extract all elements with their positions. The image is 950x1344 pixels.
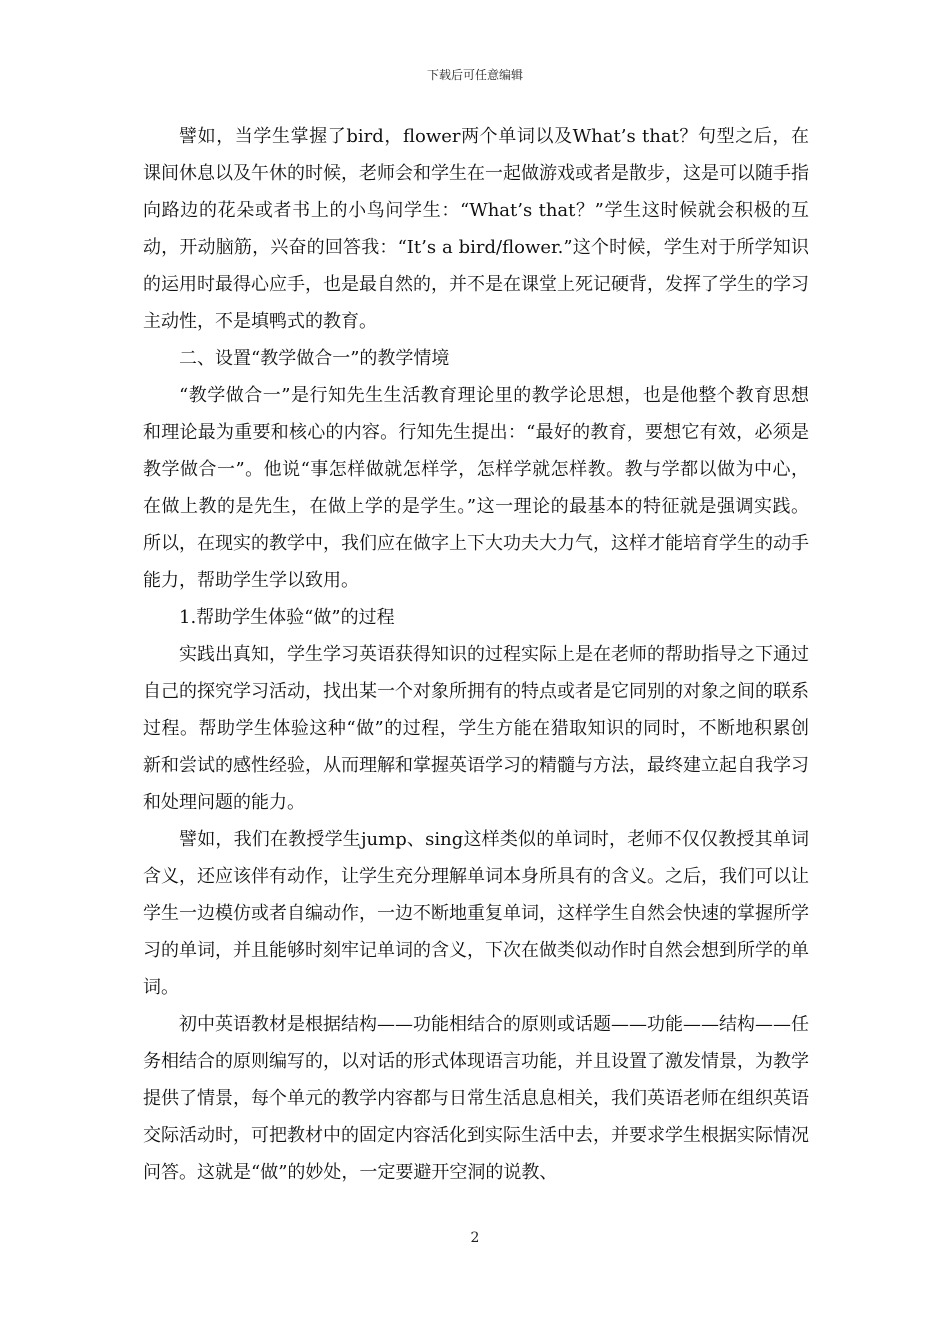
paragraph-practice-knowledge: 实践出真知，学生学习英语获得知识的过程实际上是在老师的帮助指导之下通过自己的探究学习活动，找出某一个对象所拥有的特点或者是它同别的对象之间的联系过程。帮助学生体验这种“做”的过程，学生方能在猎取知识的同时，不断地积累创新和尝试的感性经验，从而理解和掌握英语学习的精髓与方法，最终建立起自我学习和处理问题的能力。 xyxy=(143,644,809,813)
page-number: 2 xyxy=(470,1230,480,1246)
paragraph-example-bird-flower: 譬如，当学生掌握了bird，flower两个单词以及What’s that？句型之后，在课间休息以及午休的时候，老师会和学生在一起做游戏或者是散步，这是可以随手指向路边的花朵或者书上的小鸟问学生：“What’s that？”学生这时候就会积极的互动，开动脑筋，兴奋的回答我：“It’s a bird/flower.”这个时候，学生对于所学知识的运用时最得心应手，也是最自然的，并不是在课堂上死记硬背，发挥了学生的学习主动性，不是填鸭式的教育。 xyxy=(143,126,809,332)
section-heading-teaching-situation: 二、设置“教学做合一”的教学情境 xyxy=(179,348,450,369)
paragraph-example-jump-sing: 譬如，我们在教授学生jump、sing这样类似的单词时，老师不仅仅教授其单词含义，还应该伴有动作，让学生充分理解单词本身所具有的含义。之后，我们可以让学生一边模仿或者自编动作，一边不断地重复单词，这样学生自然会快速的掌握所学习的单词，并且能够时刻牢记单词的含义，下次在做类似动作时自然会想到所学的单词。 xyxy=(143,829,809,998)
page-header: 下载后可任意编辑 xyxy=(426,68,523,82)
document-body xyxy=(143,118,809,1191)
paragraph-textbook-structure: 初中英语教材是根据结构——功能相结合的原则或话题——功能——结构——任务相结合的原则编写的，以对话的形式体现语言功能，并且设置了激发情景，为教学提供了情景，每个单元的教学内容都与日常生活息息相关，我们英语老师在组织英语交际活动时，可把教材中的固定内容活化到实际生活中去，并要求学生根据实际情况问答。这就是“做”的妙处，一定要避开空洞的说教、 xyxy=(143,1014,809,1183)
subheading-experience-doing: 1.帮助学生体验“做”的过程 xyxy=(179,607,395,628)
paragraph-teach-learn-do: “教学做合一”是行知先生生活教育理论里的教学论思想，也是他整个教育思想和理论最为重要和核心的内容。行知先生提出：“最好的教育，要想它有效，必须是教学做合一”。他说“事怎样做就怎样学，怎样学就怎样教。教与学都以做为中心，在做上教的是先生，在做上学的是学生。”这一理论的最基本的特征就是强调实践。所以，在现实的教学中，我们应在做字上下大功夫大力气，这样才能培育学生的动手能力，帮助学生学以致用。 xyxy=(143,385,809,591)
